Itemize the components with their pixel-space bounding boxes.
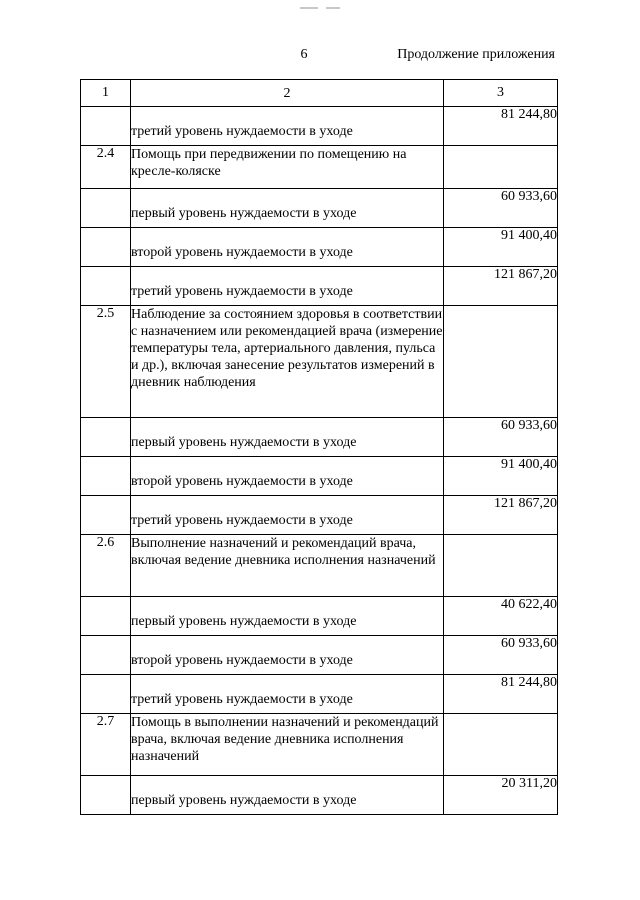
scan-artifact (300, 7, 318, 9)
row-number (81, 189, 131, 228)
row-amount (444, 146, 558, 189)
table-row (81, 146, 558, 189)
row-amount (444, 714, 558, 776)
row-number: 2.4 (81, 146, 131, 189)
row-amount: 91 400,40 (444, 457, 558, 496)
row-number (81, 636, 131, 675)
row-amount (444, 535, 558, 597)
row-description: первый уровень нуждаемости в уходе (131, 418, 444, 457)
row-amount: 121 867,20 (444, 496, 558, 535)
row-description: третий уровень нуждаемости в уходе (131, 107, 444, 146)
column-header: 1 (81, 80, 131, 107)
tariff-table (80, 79, 558, 815)
row-number (81, 107, 131, 146)
row-description: первый уровень нуждаемости в уходе (131, 776, 444, 815)
row-description: второй уровень нуждаемости в уходе (131, 636, 444, 675)
row-number: 2.7 (81, 714, 131, 776)
row-amount: 81 244,80 (444, 107, 558, 146)
row-number (81, 457, 131, 496)
row-description: третий уровень нуждаемости в уходе (131, 675, 444, 714)
column-header: 3 (444, 80, 558, 107)
row-amount: 40 622,40 (444, 597, 558, 636)
row-description: второй уровень нуждаемости в уходе (131, 457, 444, 496)
row-number (81, 597, 131, 636)
row-number: 2.5 (81, 306, 131, 418)
row-amount: 121 867,20 (444, 267, 558, 306)
table-row (81, 107, 558, 146)
row-description: второй уровень нуждаемости в уходе (131, 228, 444, 267)
table-row (81, 457, 558, 496)
row-description: первый уровень нуждаемости в уходе (131, 597, 444, 636)
row-number (81, 776, 131, 815)
row-description: Помощь в выполнении назначений и рекомендаций врача, включая ведение дневника исполнения назначений (131, 714, 444, 776)
row-number (81, 228, 131, 267)
table-row (81, 228, 558, 267)
running-head: Продолжение приложения (397, 47, 555, 62)
row-number (81, 496, 131, 535)
row-amount: 60 933,60 (444, 189, 558, 228)
table-row (81, 714, 558, 776)
row-description: Помощь при передвижении по помещению на кресле-коляске (131, 146, 444, 189)
column-header: 2 (131, 80, 444, 107)
row-description: третий уровень нуждаемости в уходе (131, 267, 444, 306)
row-amount: 91 400,40 (444, 228, 558, 267)
table-row (81, 306, 558, 418)
scan-artifact (326, 7, 340, 9)
table-row (81, 535, 558, 597)
row-amount (444, 306, 558, 418)
table-row (81, 636, 558, 675)
row-description: Наблюдение за состоянием здоровья в соответствии с назначением или рекомендацией врача (измерение температуры тела, артериального давления, пульса и др.), включая занесение результатов измерений в дневник наблюдения (131, 306, 444, 418)
row-number (81, 675, 131, 714)
row-number: 2.6 (81, 535, 131, 597)
row-description: третий уровень нуждаемости в уходе (131, 496, 444, 535)
row-description: Выполнение назначений и рекомендаций врача, включая ведение дневника исполнения назначений (131, 535, 444, 597)
table-row (81, 675, 558, 714)
row-amount: 20 311,20 (444, 776, 558, 815)
row-number (81, 267, 131, 306)
table-row (81, 776, 558, 815)
row-description: первый уровень нуждаемости в уходе (131, 189, 444, 228)
table-row (81, 496, 558, 535)
page-number: 6 (300, 47, 308, 62)
row-number (81, 418, 131, 457)
table-row (81, 267, 558, 306)
row-amount: 60 933,60 (444, 636, 558, 675)
row-amount: 81 244,80 (444, 675, 558, 714)
table-row (81, 597, 558, 636)
table-row (81, 189, 558, 228)
table-row (81, 418, 558, 457)
row-amount: 60 933,60 (444, 418, 558, 457)
table-header-row (81, 80, 558, 107)
